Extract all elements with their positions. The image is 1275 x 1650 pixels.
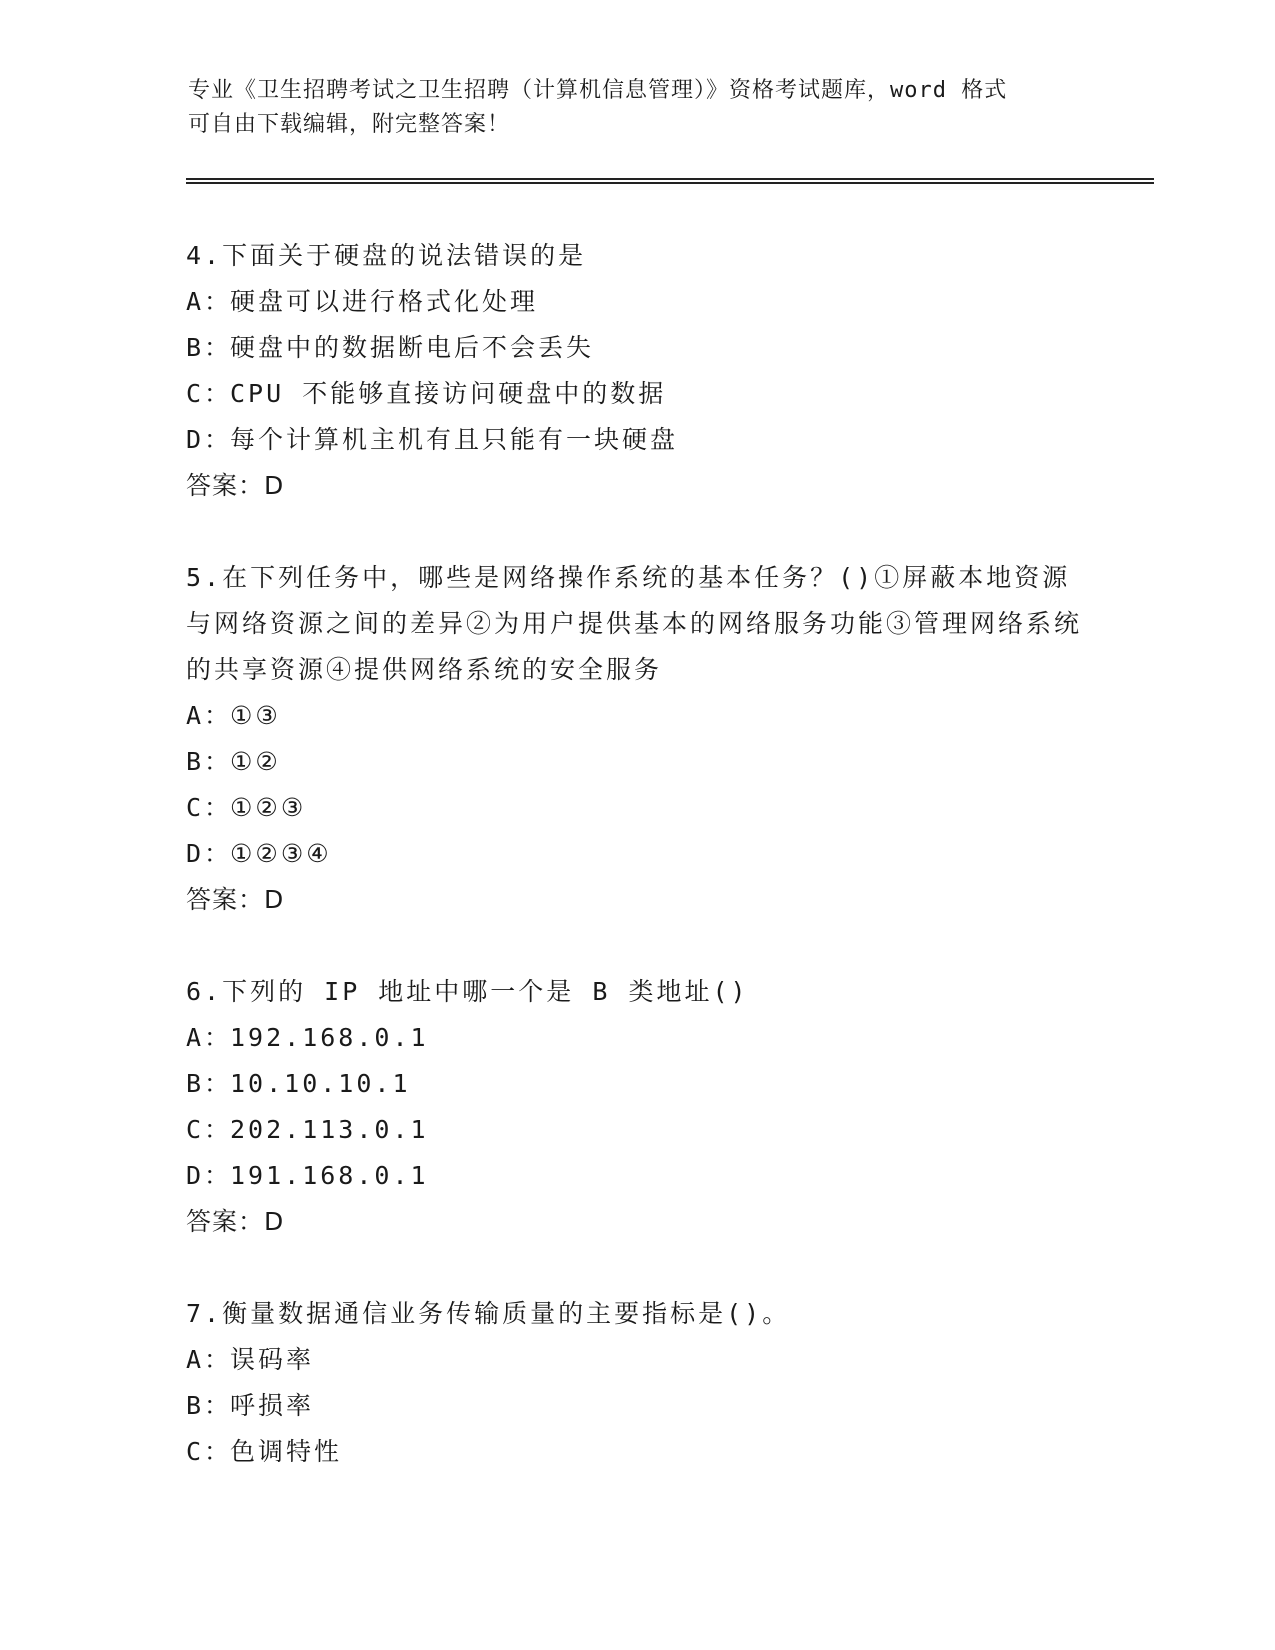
option-text: 10.10.10.1 [230,1069,411,1098]
option-key: D： [186,1161,233,1190]
option-key: B： [186,1391,233,1420]
option-key: C： [186,1115,233,1144]
option-text: 硬盘可以进行格式化处理 [230,287,539,316]
option-b [186,1383,1086,1429]
option-d [186,1153,1086,1199]
option-key: A： [186,1345,233,1374]
question-text: 5.在下列任务中，哪些是网络操作系统的基本任务？()①屏蔽本地资源与网络资源之间的差异②为用户提供基本的网络服务功能③管理网络系统的共享资源④提供网络系统的安全服务 [186,563,1083,684]
option-key: C： [186,1437,233,1466]
option-text: 硬盘中的数据断电后不会丢失 [230,333,595,362]
option-text: 呼损率 [230,1391,315,1420]
option-c [186,1107,1086,1153]
question-6 [186,969,1086,1245]
option-text: 误码率 [230,1345,315,1374]
question-text: 6.下列的 IP 地址中哪一个是 B 类地址() [186,977,749,1006]
option-key: D： [186,839,233,868]
question-4 [186,233,1086,509]
option-text: 每个计算机主机有且只能有一块硬盘 [230,425,679,454]
option-d [186,831,1086,877]
option-key: D： [186,425,233,454]
header-title-line-2: 可自由下载编辑，附完整答案！ [188,112,511,137]
question-5 [186,555,1086,923]
answer-line: 答案：D [186,1207,285,1236]
question-7 [186,1291,1086,1475]
option-key: A： [186,287,233,316]
option-key: B： [186,333,233,362]
option-a [186,693,1086,739]
option-a [186,1337,1086,1383]
option-a [186,1015,1086,1061]
option-c [186,1429,1086,1475]
answer-line: 答案：D [186,471,285,500]
option-text: 191.168.0.1 [230,1161,429,1190]
question-text: 7.衡量数据通信业务传输质量的主要指标是()。 [186,1299,791,1328]
option-text: ①③ [230,701,281,730]
option-text: 192.168.0.1 [230,1023,429,1052]
option-key: B： [186,747,233,776]
answer-line: 答案：D [186,885,285,914]
question-list [186,233,1086,1521]
option-text: ①②③ [230,793,307,822]
option-key: B： [186,1069,233,1098]
document-header [188,74,1068,142]
option-text: 202.113.0.1 [230,1115,429,1144]
option-c [186,785,1086,831]
option-key: C： [186,793,233,822]
option-key: C： [186,379,233,408]
option-text: 色调特性 [230,1437,343,1466]
option-b [186,739,1086,785]
option-b [186,325,1086,371]
option-text: ①② [230,747,281,776]
header-title-line-1: 专业《卫生招聘考试之卫生招聘（计算机信息管理）》资格考试题库，word 格式 [188,78,1008,103]
option-text: ①②③④ [230,839,332,868]
option-a [186,279,1086,325]
question-text: 4.下面关于硬盘的说法错误的是 [186,241,587,270]
option-d [186,417,1086,463]
option-b [186,1061,1086,1107]
header-double-rule [186,178,1154,184]
option-text: CPU 不能够直接访问硬盘中的数据 [230,379,667,408]
option-c [186,371,1086,417]
option-key: A： [186,1023,233,1052]
option-key: A： [186,701,233,730]
